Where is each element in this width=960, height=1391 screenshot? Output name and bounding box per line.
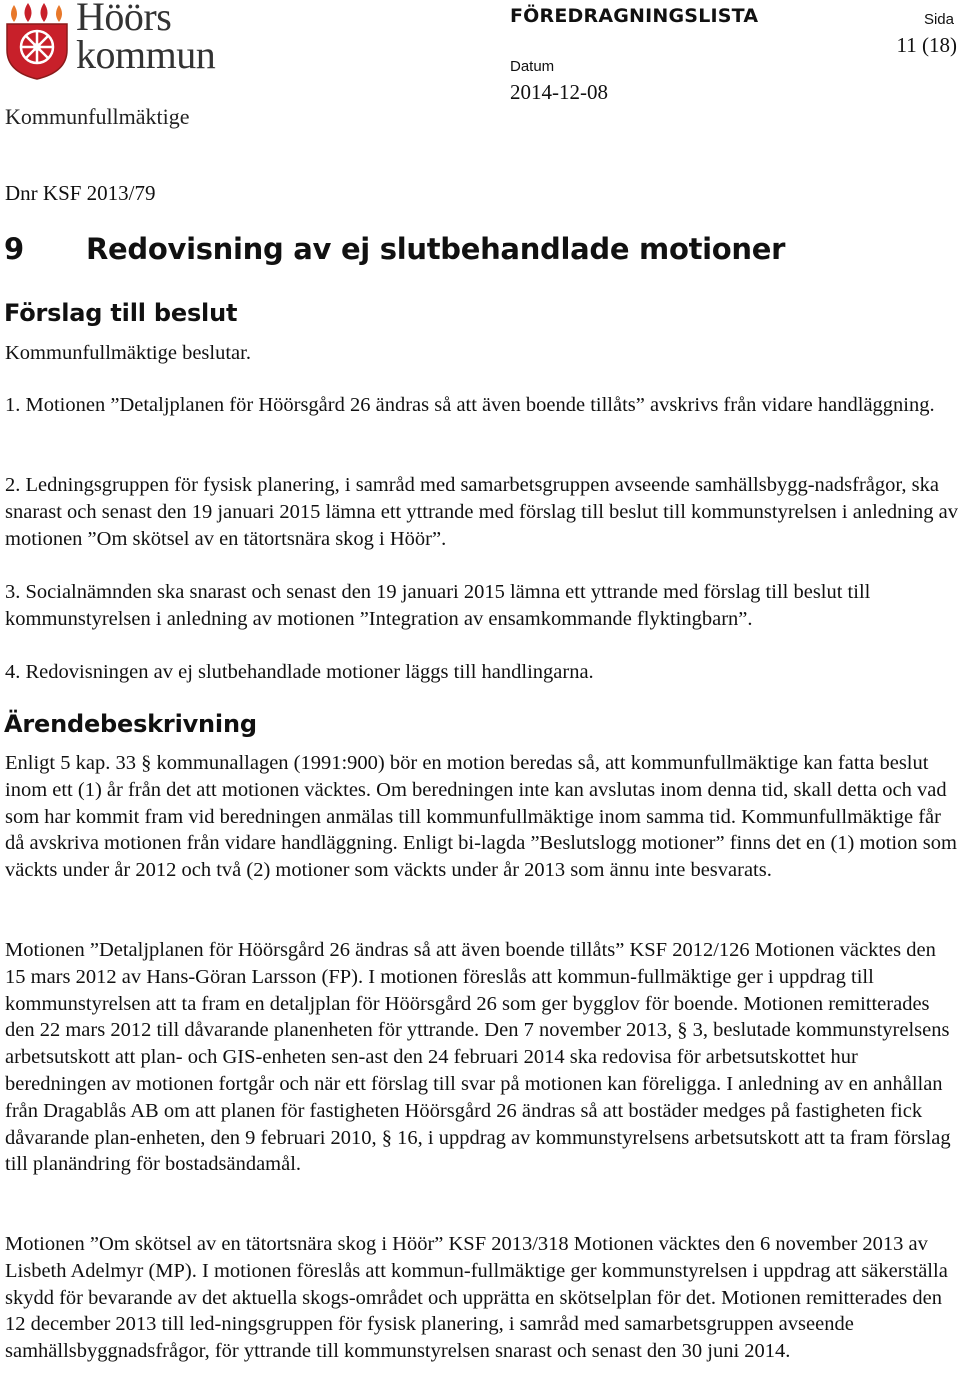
- page-label: Sida: [923, 11, 954, 28]
- proposal-point-4: 4. Redovisningen av ej slutbehandlade motioner läggs till handlingarna.: [5, 661, 594, 683]
- document-type: FÖREDRAGNINGSLISTA: [510, 5, 759, 27]
- logo-line-2: kommun: [76, 32, 216, 77]
- proposal-heading: Förslag till beslut: [4, 299, 238, 327]
- proposal-point-2: 2. Ledningsgruppen för fysisk planering, i samråd med samarbetsgruppen avseende samhällsbygg-nadsfrågor, ska snarast och senast den 19 januari 2015 lämna ett yttrande med förslag till beslut till kommunstyrelsen i anledning av motionen ”Om skötsel av en tätortsnära skog i Höör”.: [5, 474, 959, 550]
- hoor-kommun-logo: [4, 2, 224, 82]
- description-paragraph-2: Motionen ”Detaljplanen för Höörsgård 26 ändras så att även boende tillåts” KSF 2012/126 Motionen väcktes den 15 mars 2012 av Hans-Göran Larsson (FP). I motionen föreslås att kommun-fullmäktige ger i uppdrag till kommunstyrelsen att ta fram en detaljplan för Höörsgård 26 som ger bygglov för boende. Motionen remitterades den 22 mars 2012 till dåvarande planenheten för yttrande. Den 7 november 2013, § 3, beslutade kommunstyrelsens arbetsutskott att plan- och GIS-enheten sen-ast den 24 februari 2014 ska redovisa för arbetsutskottet hur beredningen av motionen fortgår och när ett förslag till svar på motionen kan föreligga. I anledning av en anhållan från Dragablås AB om att planen för fastigheten Höörsgård 26 ändras så att bostäder medges på fastigheten fick dåvarande plan-enheten, den 9 februari 2010, § 16, i uppdrag av kommunstyrelsens arbetsutskott att ta fram förslag till planändring för bostadsändamål.: [5, 939, 951, 1176]
- proposal-intro: Kommunfullmäktige beslutar.: [5, 342, 251, 364]
- case-number: Dnr KSF 2013/79: [5, 181, 156, 205]
- coat-of-arms-icon: [4, 2, 70, 80]
- item-title: [4, 232, 785, 266]
- proposal-point-3: 3. Socialnämnden ska snarast och senast den 19 januari 2015 lämna ett yttrande med förslag till beslut till kommunstyrelsen i anledning av motionen ”Integration av ensamkommande flyktingbarn”.: [5, 581, 871, 630]
- organisation-name: Kommunfullmäktige: [5, 104, 190, 129]
- description-paragraph-3: Motionen ”Om skötsel av en tätortsnära skog i Höör” KSF 2013/318 Motionen väcktes den 6 november 2013 av Lisbeth Adelmyr (MP). I motionen föreslås att kommun-fullmäktige ger kommunstyrelsen i uppdrag att säkerställa skydd för bevarande av det aktuella skogs-området och upprätta en skötselplan för det. Motionen remitterades den 12 december 2013 till led-ningsgruppen för fysisk planering, i samråd med samarbetsgruppen avseende samhällsbyggnadsfrågor, för yttrande till kommunstyrelsen snarast och senast den 30 juni 2014.: [5, 1233, 948, 1363]
- page-number: 11 (18): [896, 33, 957, 57]
- date-label: Datum: [510, 58, 555, 75]
- description-heading: Ärendebeskrivning: [4, 710, 257, 738]
- date-value: 2014-12-08: [510, 80, 608, 104]
- proposal-point-1: 1. Motionen ”Detaljplanen för Höörsgård 26 ändras så att även boende tillåts” avskrivs från vidare handläggning.: [5, 394, 935, 416]
- logo-line-1: Höörs: [76, 0, 172, 39]
- logo-wordmark: [76, 0, 216, 77]
- item-title-text: Redovisning av ej slutbehandlade motioner: [86, 232, 786, 266]
- item-number: 9: [4, 232, 24, 266]
- description-paragraph-1: Enligt 5 kap. 33 § kommunallagen (1991:900) bör en motion beredas så, att kommunfullmäktige kan fatta beslut inom ett (1) år från det att motionen väcktes. Om beredningen inte kan avslutas inom denna tid, skall detta och vad som har kommit fram vid beredningen anmälas till kommunfullmäktige inom samma tid. Kommunfullmäktige får då avskriva motionen från vidare handläggning. Enligt bi-lagda ”Beslutslogg motioner” finns det en (1) motion som väckts under år 2012 och två (2) motioner som väckts under år 2013 som ännu inte besvarats.: [5, 752, 957, 882]
